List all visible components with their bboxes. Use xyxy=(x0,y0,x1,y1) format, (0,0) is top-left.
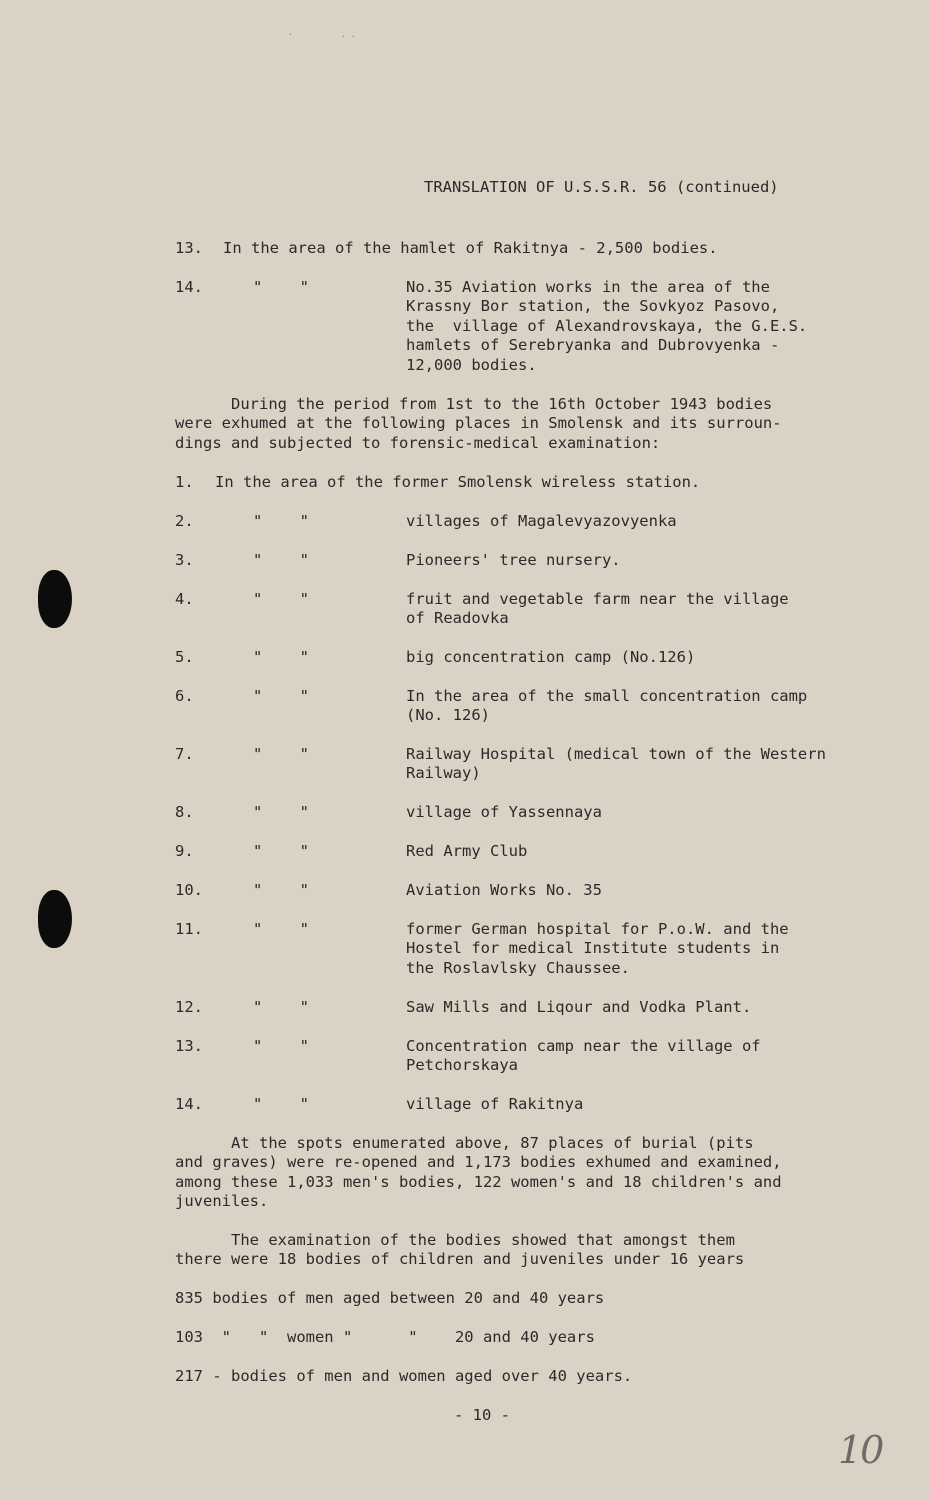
stat-over-40: 217 - bodies of men and women aged over 40 years. xyxy=(175,1367,633,1385)
list-5-text: big concentration camp (No.126) xyxy=(406,648,696,666)
list-8-num: 8. xyxy=(175,803,194,821)
para-examination-line-1: The examination of the bodies showed that amongst them xyxy=(175,1231,735,1249)
list-2-text: villages of Magalevyazovyenka xyxy=(406,512,677,530)
page-number: - 10 - xyxy=(454,1406,510,1424)
para-spots-line-2: and graves) were re-opened and 1,173 bodies exhumed and examined, xyxy=(175,1153,782,1171)
list-14-ditto: " " xyxy=(253,1095,309,1113)
list-14-text: village of Rakitnya xyxy=(406,1095,584,1113)
list-9-num: 9. xyxy=(175,842,194,860)
punch-hole-top xyxy=(38,570,72,628)
list-10-num: 10. xyxy=(175,881,203,899)
list-7-num: 7. xyxy=(175,745,194,763)
paper-specks: · . . xyxy=(288,30,356,39)
list-12-text: Saw Mills and Liqour and Vodka Plant. xyxy=(406,998,752,1016)
list-13-num: 13. xyxy=(175,1037,203,1055)
list-1-num: 1. xyxy=(175,473,194,491)
list-4-line-2: of Readovka xyxy=(406,609,509,627)
list-6-num: 6. xyxy=(175,687,194,705)
page-header: TRANSLATION OF U.S.S.R. 56 (continued) xyxy=(424,178,779,196)
handwritten-folio-number: 10 xyxy=(838,1428,883,1472)
list-9-ditto: " " xyxy=(253,842,309,860)
list-2-num: 2. xyxy=(175,512,194,530)
list-3-num: 3. xyxy=(175,551,194,569)
list-7-line-1: Railway Hospital (medical town of the Western xyxy=(406,745,826,763)
list-11-line-1: former German hospital for P.o.W. and the xyxy=(406,920,789,938)
first-list-13-text: In the area of the hamlet of Rakitnya - 2,500 bodies. xyxy=(223,239,718,257)
first-list-14-line-2: Krassny Bor station, the Sovkyoz Pasovo, xyxy=(406,297,780,315)
list-6-line-1: In the area of the small concentration camp xyxy=(406,687,808,705)
list-10-text: Aviation Works No. 35 xyxy=(406,881,602,899)
list-5-num: 5. xyxy=(175,648,194,666)
list-13-line-1: Concentration camp near the village of xyxy=(406,1037,761,1055)
para-exhumed-line-2: were exhumed at the following places in Smolensk and its surroun- xyxy=(175,414,782,432)
list-12-ditto: " " xyxy=(253,998,309,1016)
para-examination-line-2: there were 18 bodies of children and juveniles under 16 years xyxy=(175,1250,745,1268)
list-11-num: 11. xyxy=(175,920,203,938)
list-2-ditto: " " xyxy=(253,512,309,530)
list-12-num: 12. xyxy=(175,998,203,1016)
first-list-14-line-4: hamlets of Serebryanka and Dubrovyenka - xyxy=(406,336,780,354)
first-list-14-line-3: the village of Alexandrovskaya, the G.E.S. xyxy=(406,317,808,335)
list-13-line-2: Petchorskaya xyxy=(406,1056,518,1074)
list-4-line-1: fruit and vegetable farm near the village xyxy=(406,590,789,608)
first-list-14-ditto: " " xyxy=(253,278,309,296)
first-list-14-line-5: 12,000 bodies. xyxy=(406,356,537,374)
para-exhumed-line-3: dings and subjected to forensic-medical examination: xyxy=(175,434,661,452)
list-7-line-2: Railway) xyxy=(406,764,481,782)
list-4-num: 4. xyxy=(175,590,194,608)
list-4-ditto: " " xyxy=(253,590,309,608)
list-5-ditto: " " xyxy=(253,648,309,666)
stat-men-20-40: 835 bodies of men aged between 20 and 40 years xyxy=(175,1289,605,1307)
list-9-text: Red Army Club xyxy=(406,842,528,860)
list-11-ditto: " " xyxy=(253,920,309,938)
list-11-line-2: Hostel for medical Institute students in xyxy=(406,939,780,957)
list-7-ditto: " " xyxy=(253,745,309,763)
list-8-text: village of Yassennaya xyxy=(406,803,602,821)
list-14-num: 14. xyxy=(175,1095,203,1113)
first-list-14-num: 14. xyxy=(175,278,203,296)
first-list-13-num: 13. xyxy=(175,239,203,257)
list-13-ditto: " " xyxy=(253,1037,309,1055)
first-list-14-line-1: No.35 Aviation works in the area of the xyxy=(406,278,770,296)
list-6-line-2: (No. 126) xyxy=(406,706,490,724)
list-10-ditto: " " xyxy=(253,881,309,899)
list-8-ditto: " " xyxy=(253,803,309,821)
punch-hole-bottom xyxy=(38,890,72,948)
stat-women-20-40: 103 " " women " " 20 and 40 years xyxy=(175,1328,595,1346)
para-spots-line-1: At the spots enumerated above, 87 places of burial (pits xyxy=(175,1134,754,1152)
para-spots-line-4: juveniles. xyxy=(175,1192,269,1210)
list-3-ditto: " " xyxy=(253,551,309,569)
list-1-text: In the area of the former Smolensk wireless station. xyxy=(215,473,701,491)
para-exhumed-line-1: During the period from 1st to the 16th October 1943 bodies xyxy=(175,395,773,413)
list-6-ditto: " " xyxy=(253,687,309,705)
list-3-text: Pioneers' tree nursery. xyxy=(406,551,621,569)
para-spots-line-3: among these 1,033 men's bodies, 122 women's and 18 children's and xyxy=(175,1173,782,1191)
list-11-line-3: the Roslavlsky Chaussee. xyxy=(406,959,630,977)
